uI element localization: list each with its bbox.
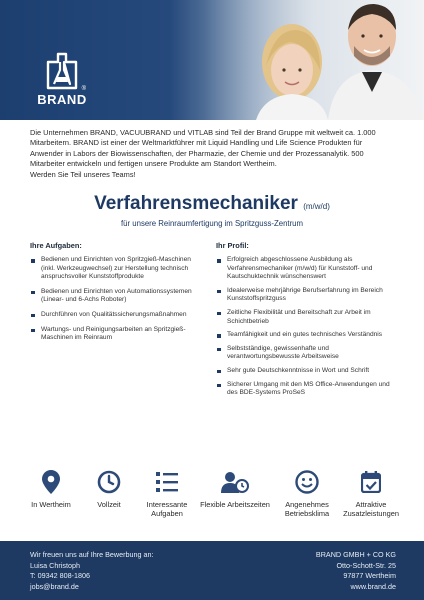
team-photo	[204, 0, 424, 120]
benefits-row	[14, 468, 410, 528]
contact-phone: T: 09342 808-1806	[30, 571, 90, 581]
task-item: Wartungs- und Reinigungsarbeiten an Spritzgieß-Maschinen im Reinraum	[30, 326, 198, 343]
intro-paragraph: Die Unternehmen BRAND, VACUUBRAND und VITLAB sind Teil der Brand Gruppe mit weltweit ca. 1.000 Mitarbeitern. BRAND ist einer der Weltmarktführer mit Liquid Handling und Life Science Produkten für Anwender in Labors der Biowissenschaften, der Pharmazie, der Chemie und der Prozessanalytik. 500 Mitarbeiter entwickeln und fertigen unsere Produkte am Standort Wertheim.	[30, 128, 376, 169]
hero-banner	[0, 0, 424, 120]
person-clock-icon	[200, 468, 270, 496]
benefit-tasks	[132, 468, 202, 518]
tasks-heading: Ihre Aufgaben:	[30, 241, 82, 250]
benefit-label: In Wertheim	[31, 500, 71, 509]
tasks-list	[30, 256, 198, 343]
profile-heading: Ihr Profil:	[216, 241, 249, 250]
company-street: Otto-Schott-Str. 25	[336, 560, 396, 570]
brand-logo	[34, 52, 90, 107]
contact-person: Luisa Christoph	[30, 560, 80, 570]
intro-cta: Werden Sie Teil unseres Teams!	[30, 169, 136, 179]
contact-block	[30, 550, 153, 592]
company-intro	[30, 128, 396, 180]
task-item: Bedienen und Einrichten von Spritzgieß-Maschinen (inkl. Werkzeugwechsel) zur Herstellung technisch anspruchsvoller Kunststoffprodukte	[30, 256, 198, 282]
profile-list	[216, 256, 400, 398]
footer	[0, 541, 424, 600]
registered-mark: ®	[81, 86, 86, 92]
company-city: 97877 Wertheim	[343, 571, 396, 581]
flask-logo-icon	[45, 52, 79, 90]
contact-intro: Wir freuen uns auf Ihre Bewerbung an:	[30, 550, 154, 559]
benefit-label: Attraktive Zusatzleistungen	[343, 500, 399, 518]
job-title-block	[0, 193, 424, 228]
contact-email-link[interactable]: jobs@brand.de	[30, 581, 79, 591]
job-title: Verfahrensmechaniker (m/w/d)	[94, 193, 330, 214]
job-subtitle: für unsere Reinraumfertigung im Spritzguss-Zentrum	[121, 219, 303, 228]
task-item: Durchführen von Qualitätssicherungsmaßnahmen	[30, 311, 198, 320]
address-block	[316, 550, 396, 592]
profile-section	[216, 241, 400, 403]
benefit-label: Angenehmes Betriebsklima	[284, 500, 330, 518]
profile-item: Sehr gute Deutschkenntnisse in Wort und Schrift	[216, 367, 400, 376]
benefit-flexible	[200, 468, 270, 509]
profile-item: Idealerweise mehrjährige Berufserfahrung im Bereich Kunststoffspritzguss	[216, 287, 400, 304]
benefit-label: Vollzeit	[97, 500, 121, 509]
task-item: Bedienen und Einrichten von Automationssystemen (Linear- und 6-Achs Roboter)	[30, 288, 198, 305]
profile-item: Zeitliche Flexibilität und Bereitschaft zur Arbeit im Schichtbetrieb	[216, 309, 400, 326]
tasks-section	[30, 241, 198, 349]
benefit-label: Interessante Aufgaben	[146, 500, 188, 518]
gender-note: (m/w/d)	[303, 202, 330, 211]
benefit-label: Flexible Arbeitszeiten	[200, 500, 270, 509]
benefit-climate	[272, 468, 342, 518]
profile-item: Erfolgreich abgeschlossene Ausbildung als Verfahrensmechaniker (m/w/d) für Kunststoff- und Kautschuktechnik wünschenswert	[216, 256, 400, 282]
profile-item: Teamfähigkeit und ein gutes technisches Verständnis	[216, 331, 400, 340]
profile-item: Selbstständige, gewissenhafte und verantwortungsbewusste Arbeitsweise	[216, 345, 400, 362]
company-website-link[interactable]: www.brand.de	[350, 581, 396, 591]
company-name: BRAND GMBH + CO KG	[315, 550, 396, 559]
task-list-icon	[132, 468, 202, 496]
benefit-extras	[336, 468, 406, 518]
brand-wordmark: BRAND	[37, 92, 87, 107]
calendar-check-icon	[336, 468, 406, 496]
profile-item: Sicherer Umgang mit den MS Office-Anwendungen und des BDE-Systems ProSeS	[216, 381, 400, 398]
smiley-icon	[272, 468, 342, 496]
